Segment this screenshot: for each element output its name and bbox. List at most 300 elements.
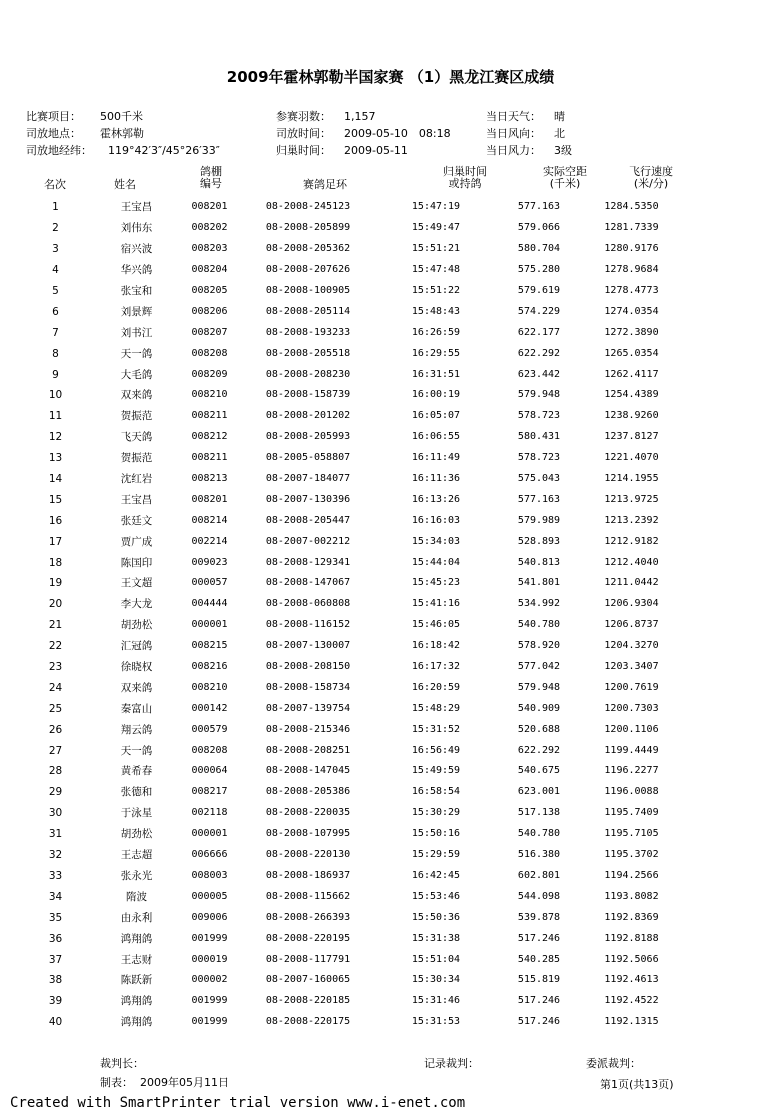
rank-cell: 8 <box>52 347 59 360</box>
name-cell: 徐晓权 <box>120 661 153 674</box>
distance-cell: 540.285 <box>517 953 561 965</box>
name-cell: 胡劲松 <box>120 828 153 841</box>
ring-cell: 08-2008-193233 <box>265 326 351 338</box>
loft-cell: 008215 <box>191 640 228 652</box>
time-cell: 15:44:04 <box>411 556 461 568</box>
time-cell: 16:20:59 <box>411 681 461 693</box>
header-name <box>100 179 150 191</box>
distance-cell: 577.042 <box>517 661 561 673</box>
trial-watermark: Created with SmartPrinter trial version www.i-enet.com <box>10 1095 466 1111</box>
ring-cell: 08-2007-002212 <box>265 535 351 547</box>
distance-cell: 622.292 <box>517 347 561 359</box>
distance-cell: 623.442 <box>517 368 561 380</box>
table-row <box>14 845 684 866</box>
name-cell: 沈红岩 <box>120 473 153 486</box>
loft-cell: 008206 <box>191 305 228 317</box>
made-by <box>100 1074 229 1090</box>
speed-cell: 1200.7303 <box>604 702 659 714</box>
speed-cell: 1280.9176 <box>604 243 659 255</box>
speed-cell: 1262.4117 <box>604 368 659 380</box>
distance-cell: 580.704 <box>517 243 561 255</box>
table-row <box>14 364 684 385</box>
distance-cell: 579.989 <box>517 514 561 526</box>
speed-cell: 1192.8369 <box>604 911 659 923</box>
name-cell: 汇冠鸽 <box>120 640 153 653</box>
time-cell: 16:42:45 <box>411 869 461 881</box>
page-info: 第1页(共13页) <box>600 1078 674 1091</box>
distance-cell: 579.619 <box>517 285 561 296</box>
name-cell: 刘景辉 <box>120 305 153 318</box>
release-place-label: 司放地点： <box>26 127 81 140</box>
time-cell: 15:50:16 <box>411 828 461 840</box>
distance-cell: 623.001 <box>517 786 561 798</box>
release-time-label: 司放时间： <box>276 127 331 140</box>
distance-cell: 578.723 <box>517 410 561 422</box>
rank-cell: 3 <box>52 243 59 256</box>
time-cell: 15:46:05 <box>411 619 461 631</box>
time-cell: 16:00:19 <box>411 389 461 401</box>
loft-cell: 008214 <box>191 514 228 526</box>
time-cell: 15:31:46 <box>411 995 461 1007</box>
rank-cell: 30 <box>48 807 63 820</box>
loft-cell: 008216 <box>191 661 228 673</box>
table-row <box>14 907 684 928</box>
distance-cell: 579.948 <box>517 681 561 693</box>
rank-cell: 2 <box>52 222 59 235</box>
distance-cell: 622.292 <box>517 744 561 756</box>
ring-cell: 08-2008-147067 <box>265 577 351 589</box>
speed-cell: 1196.2277 <box>604 765 659 777</box>
loft-cell: 008210 <box>191 681 228 693</box>
speed-cell: 1195.7409 <box>604 807 659 819</box>
time-cell: 16:17:32 <box>411 661 461 673</box>
speed-cell: 1221.4070 <box>604 452 659 464</box>
ring-cell: 08-2008-158734 <box>265 681 351 693</box>
meta-release-time <box>276 125 451 142</box>
time-cell: 16:05:07 <box>411 410 461 422</box>
speed-cell: 1214.1955 <box>604 473 659 485</box>
rank-cell: 35 <box>48 911 63 924</box>
name-cell: 华兴鸽 <box>120 264 153 277</box>
speed-cell: 1199.4449 <box>604 744 659 756</box>
weather-label: 当日天气： <box>486 110 541 123</box>
rank-cell: 21 <box>48 619 63 632</box>
loft-cell: 006666 <box>191 849 228 861</box>
distance-cell: 517.246 <box>517 1016 561 1028</box>
name-cell: 宿兴波 <box>120 243 153 256</box>
rank-cell: 34 <box>48 890 63 903</box>
speed-cell: 1272.3890 <box>604 326 659 338</box>
time-cell: 15:34:03 <box>411 535 461 547</box>
speed-cell: 1278.4773 <box>604 285 659 296</box>
header-loft <box>186 166 236 190</box>
time-cell: 16:06:55 <box>411 431 461 443</box>
ring-cell: 08-2008-201202 <box>265 410 351 422</box>
distance-cell: 540.909 <box>517 702 561 714</box>
table-row <box>14 657 684 678</box>
ring-cell: 08-2008-205518 <box>265 347 351 359</box>
header-loft-line1: 鸽棚 <box>200 165 222 178</box>
rank-cell: 27 <box>48 744 63 757</box>
speed-cell: 1192.4613 <box>604 974 659 986</box>
loft-cell: 000019 <box>191 953 228 965</box>
distance-cell: 517.246 <box>517 995 561 1007</box>
event-label: 比赛项目： <box>26 110 81 123</box>
ring-cell: 08-2007-139754 <box>265 702 351 714</box>
meta-wind-force <box>486 142 572 159</box>
wind-force-label: 当日风力： <box>486 144 541 157</box>
ring-cell: 08-2008-116152 <box>265 619 351 631</box>
speed-cell: 1212.9182 <box>604 535 659 547</box>
distance-cell: 517.246 <box>517 932 561 944</box>
rank-cell: 37 <box>48 953 63 966</box>
header-loft-line2: 编号 <box>200 177 222 190</box>
speed-cell: 1192.8188 <box>604 932 659 944</box>
name-cell: 刘书江 <box>120 326 153 339</box>
distance-cell: 517.138 <box>517 807 561 819</box>
time-cell: 15:31:38 <box>411 932 461 944</box>
ring-cell: 08-2008-117791 <box>265 953 351 965</box>
ring-cell: 08-2008-220130 <box>265 849 351 861</box>
table-row <box>14 824 684 845</box>
rank-cell: 14 <box>48 473 63 486</box>
rank-cell: 16 <box>48 514 63 527</box>
ring-cell: 08-2007-130007 <box>265 640 351 652</box>
time-cell: 16:13:26 <box>411 493 461 505</box>
time-cell: 15:30:29 <box>411 807 461 819</box>
time-cell: 15:48:29 <box>411 702 461 714</box>
name-cell: 双来鸽 <box>120 389 153 402</box>
ring-cell: 08-2005-058807 <box>265 452 351 464</box>
distance-cell: 540.813 <box>517 556 561 568</box>
time-cell: 15:31:52 <box>411 723 461 735</box>
name-cell: 陈国印 <box>120 556 153 569</box>
speed-cell: 1193.8082 <box>604 890 659 902</box>
ring-cell: 08-2008-208150 <box>265 661 351 673</box>
rank-cell: 40 <box>48 1016 63 1029</box>
header-time-line1: 归巢时间 <box>443 165 487 178</box>
header-distance <box>530 166 600 190</box>
name-cell: 天一鸽 <box>120 347 153 360</box>
loft-cell: 000579 <box>191 723 228 735</box>
table-row <box>14 469 684 490</box>
ring-cell: 08-2008-245123 <box>265 201 351 213</box>
name-cell: 陈跃新 <box>120 974 153 987</box>
loft-cell: 008201 <box>191 201 228 213</box>
ring-cell: 08-2008-147045 <box>265 765 351 777</box>
ring-cell: 08-2008-205114 <box>265 305 351 317</box>
table-row <box>14 343 684 364</box>
header-ring-text: 赛鸽足环 <box>303 178 347 191</box>
table-row <box>14 552 684 573</box>
loft-cell: 008211 <box>191 452 228 464</box>
speed-cell: 1192.4522 <box>604 995 659 1007</box>
time-cell: 15:41:16 <box>411 598 461 610</box>
loft-cell: 004444 <box>191 598 228 610</box>
loft-cell: 008213 <box>191 473 228 485</box>
header-distance-line1: 实际空距 <box>543 165 587 178</box>
table-row <box>14 573 684 594</box>
name-cell: 王志超 <box>120 849 153 862</box>
loft-cell: 008209 <box>191 368 228 380</box>
name-cell: 鸿翔鸽 <box>120 1016 153 1029</box>
distance-cell: 577.163 <box>517 493 561 505</box>
distance-cell: 577.163 <box>517 201 561 213</box>
speed-cell: 1274.0354 <box>604 305 659 317</box>
table-row <box>14 949 684 970</box>
table-row <box>14 1012 684 1033</box>
loft-cell: 008208 <box>191 347 228 359</box>
table-row <box>14 322 684 343</box>
coords-value: 119°42′3″/45°26′33″ <box>108 144 220 157</box>
entries-label: 参赛羽数： <box>276 110 331 123</box>
rank-cell: 6 <box>52 305 59 318</box>
meta-weather <box>486 108 565 125</box>
loft-cell: 008210 <box>191 389 228 401</box>
name-cell: 贾广成 <box>120 535 153 548</box>
ring-cell: 08-2008-205993 <box>265 431 351 443</box>
rank-cell: 18 <box>48 556 63 569</box>
table-row <box>14 615 684 636</box>
table-row <box>14 803 684 824</box>
ring-cell: 08-2008-220185 <box>265 995 351 1007</box>
loft-cell: 001999 <box>191 932 228 944</box>
rank-cell: 1 <box>52 201 59 214</box>
speed-cell: 1211.0442 <box>604 577 659 589</box>
ring-cell: 08-2008-207626 <box>265 264 351 276</box>
table-row <box>14 677 684 698</box>
name-cell: 胡劲松 <box>120 619 153 632</box>
rank-cell: 19 <box>48 577 63 590</box>
header-rank <box>30 179 80 191</box>
made-date: 2009年05月11日 <box>140 1076 229 1089</box>
speed-cell: 1203.3407 <box>604 661 659 673</box>
time-cell: 15:45:23 <box>411 577 461 589</box>
rank-cell: 32 <box>48 849 63 862</box>
table-row <box>14 991 684 1012</box>
name-cell: 天一鸽 <box>120 744 153 757</box>
table-row <box>14 698 684 719</box>
event-value: 500千米 <box>100 110 143 123</box>
rank-cell: 25 <box>48 702 63 715</box>
name-cell: 张永光 <box>120 869 153 882</box>
ring-cell: 08-2007-184077 <box>265 473 351 485</box>
table-row <box>14 594 684 615</box>
rank-cell: 23 <box>48 661 63 674</box>
speed-cell: 1213.2392 <box>604 514 659 526</box>
rank-cell: 33 <box>48 869 63 882</box>
table-row <box>14 719 684 740</box>
table-row <box>14 866 684 887</box>
loft-cell: 000142 <box>191 702 228 714</box>
speed-cell: 1192.1315 <box>604 1016 659 1028</box>
recorder-label: 记录裁判： <box>424 1057 479 1070</box>
loft-cell: 008205 <box>191 285 228 296</box>
name-cell: 贺振范 <box>120 410 153 423</box>
name-cell: 贺振范 <box>120 452 153 465</box>
name-cell: 张宝和 <box>120 285 153 297</box>
rank-cell: 17 <box>48 535 63 548</box>
speed-cell: 1195.7105 <box>604 828 659 840</box>
time-cell: 16:58:54 <box>411 786 461 798</box>
loft-cell: 000064 <box>191 765 228 777</box>
table-row <box>14 970 684 991</box>
loft-cell: 000005 <box>191 890 228 902</box>
results-body <box>14 197 684 1033</box>
rank-cell: 13 <box>48 452 63 465</box>
distance-cell: 528.893 <box>517 535 561 547</box>
header-name-text: 姓名 <box>114 178 136 191</box>
made-label: 制表： <box>100 1076 133 1089</box>
ring-cell: 08-2008-107995 <box>265 828 351 840</box>
rank-cell: 9 <box>52 368 59 381</box>
return-time-value: 2009-05-11 <box>344 144 408 157</box>
entries-value: 1,157 <box>344 110 376 123</box>
loft-cell: 008207 <box>191 326 228 338</box>
appointed-label: 委派裁判： <box>586 1057 641 1070</box>
rank-cell: 4 <box>52 264 59 277</box>
speed-cell: 1284.5350 <box>604 201 659 213</box>
rank-cell: 39 <box>48 995 63 1008</box>
loft-cell: 008201 <box>191 493 228 505</box>
speed-cell: 1200.7619 <box>604 681 659 693</box>
loft-cell: 001999 <box>191 1016 228 1028</box>
speed-cell: 1281.7339 <box>604 222 659 234</box>
distance-cell: 516.380 <box>517 849 561 861</box>
meta-return-time <box>276 142 408 159</box>
name-cell: 刘伟东 <box>120 222 153 235</box>
loft-cell: 000001 <box>191 619 228 631</box>
table-row <box>14 510 684 531</box>
time-cell: 16:29:55 <box>411 347 461 359</box>
distance-cell: 580.431 <box>517 431 561 443</box>
header-time <box>430 166 500 190</box>
table-row <box>14 531 684 552</box>
name-cell: 张廷文 <box>120 514 153 527</box>
ring-cell: 08-2008-158739 <box>265 389 351 401</box>
distance-cell: 574.229 <box>517 305 561 317</box>
loft-cell: 008212 <box>191 431 228 443</box>
loft-cell: 000002 <box>191 974 228 986</box>
rank-cell: 24 <box>48 681 63 694</box>
header-distance-line2: (千米) <box>549 177 581 190</box>
loft-cell: 009006 <box>191 911 228 923</box>
rank-cell: 28 <box>48 765 63 778</box>
ring-cell: 08-2008-115662 <box>265 890 351 902</box>
speed-cell: 1200.1106 <box>604 723 659 735</box>
table-row <box>14 385 684 406</box>
table-row <box>14 260 684 281</box>
header-speed <box>616 166 686 190</box>
results-table <box>14 197 684 1033</box>
loft-cell: 001999 <box>191 995 228 1007</box>
rank-cell: 12 <box>48 431 63 444</box>
loft-cell: 000057 <box>191 577 228 589</box>
distance-cell: 578.723 <box>517 452 561 464</box>
table-row <box>14 928 684 949</box>
speed-cell: 1206.9304 <box>604 598 659 610</box>
distance-cell: 578.920 <box>517 640 561 652</box>
ring-cell: 08-2008-220175 <box>265 1016 351 1028</box>
header-time-line2: 或持鸽 <box>448 177 482 190</box>
name-cell: 王志财 <box>120 953 153 966</box>
referee-label: 裁判长： <box>100 1057 144 1070</box>
coords-label: 司放地经纬： <box>26 144 92 157</box>
speed-cell: 1192.5066 <box>604 953 659 965</box>
name-cell: 王宝昌 <box>120 201 153 214</box>
rank-cell: 11 <box>48 410 63 423</box>
loft-cell: 000001 <box>191 828 228 840</box>
ring-cell: 08-2008-100905 <box>265 285 351 296</box>
ring-cell: 08-2008-205386 <box>265 786 351 798</box>
rank-cell: 31 <box>48 828 63 841</box>
weather-value: 晴 <box>554 110 565 123</box>
rank-cell: 20 <box>48 598 63 611</box>
loft-cell: 008217 <box>191 786 228 798</box>
ring-cell: 08-2008-266393 <box>265 911 351 923</box>
release-place-value: 霍林郭勒 <box>100 127 144 140</box>
distance-cell: 602.801 <box>517 869 561 881</box>
loft-cell: 008202 <box>191 222 228 234</box>
distance-cell: 544.098 <box>517 890 561 902</box>
table-row <box>14 239 684 260</box>
distance-cell: 579.066 <box>517 222 561 234</box>
page-title: 2009年霍林郭勒半国家赛 （1）黑龙江赛区成绩 <box>226 68 555 86</box>
ring-cell: 08-2008-060808 <box>265 598 351 610</box>
name-cell: 于泳星 <box>120 807 153 820</box>
table-row <box>14 489 684 510</box>
rank-cell: 36 <box>48 932 63 945</box>
name-cell: 鸿翔鸽 <box>120 995 153 1008</box>
time-cell: 15:48:43 <box>411 305 461 317</box>
speed-cell: 1196.0088 <box>604 786 659 798</box>
time-cell: 16:11:49 <box>411 452 461 464</box>
speed-cell: 1194.2566 <box>604 869 659 881</box>
loft-cell: 008003 <box>191 869 228 881</box>
table-row <box>14 406 684 427</box>
time-cell: 16:56:49 <box>411 744 461 756</box>
name-cell: 大毛鸽 <box>120 368 153 381</box>
distance-cell: 541.801 <box>517 577 561 589</box>
distance-cell: 515.819 <box>517 974 561 986</box>
distance-cell: 575.043 <box>517 473 561 485</box>
table-row <box>14 740 684 761</box>
ring-cell: 08-2008-208251 <box>265 744 351 756</box>
return-time-label: 归巢时间： <box>276 144 331 157</box>
time-cell: 15:47:19 <box>411 201 461 213</box>
wind-dir-label: 当日风向： <box>486 127 541 140</box>
meta-entries <box>276 108 376 125</box>
header-ring <box>280 179 370 191</box>
distance-cell: 540.780 <box>517 619 561 631</box>
loft-cell: 002118 <box>191 807 228 819</box>
ring-cell: 08-2008-129341 <box>265 556 351 568</box>
meta-release-place <box>26 125 144 142</box>
time-cell: 15:29:59 <box>411 849 461 861</box>
distance-cell: 540.675 <box>517 765 561 777</box>
table-row <box>14 782 684 803</box>
name-cell: 李大龙 <box>120 598 153 611</box>
speed-cell: 1278.9684 <box>604 264 659 276</box>
loft-cell: 002214 <box>191 535 228 547</box>
loft-cell: 009023 <box>191 556 228 568</box>
wind-force-value: 3级 <box>554 144 572 157</box>
header-speed-line1: 飞行速度 <box>629 165 673 178</box>
loft-cell: 008203 <box>191 243 228 255</box>
header-speed-line2: (米/分) <box>633 177 669 190</box>
loft-cell: 008211 <box>191 410 228 422</box>
name-cell: 隋波 <box>126 890 147 903</box>
